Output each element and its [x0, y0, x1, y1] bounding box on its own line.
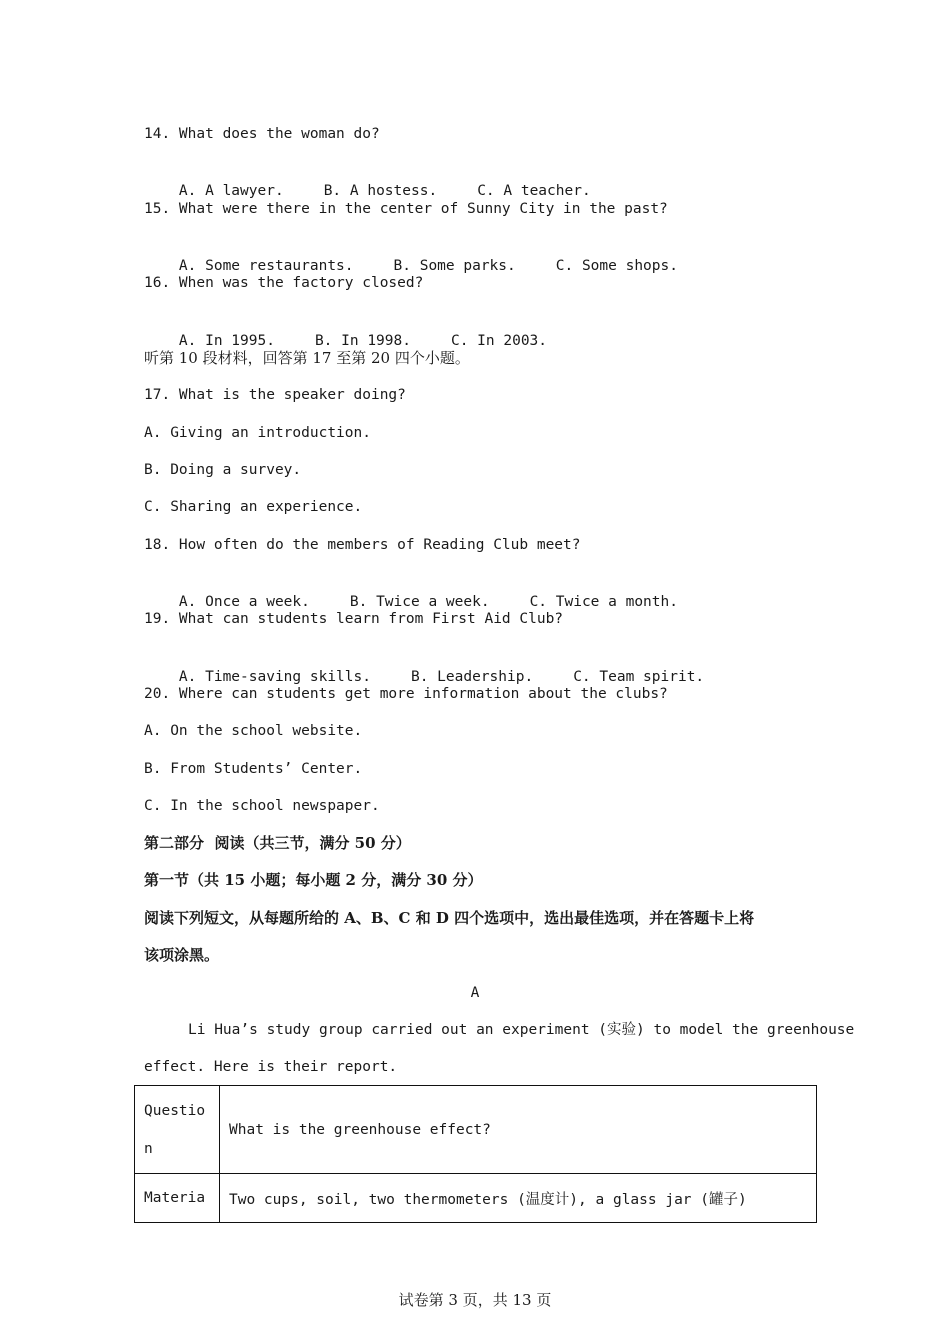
question-15-stem: 15. What were there in the center of Sunny City in the past?	[144, 201, 668, 217]
row-label-question: Question	[135, 1086, 220, 1174]
row-value-question: What is the greenhouse effect?	[220, 1086, 817, 1174]
question-20-stem: 20. Where can students get more information about the clubs?	[144, 686, 668, 702]
question-19-stem: 19. What can students learn from First Aid Club?	[144, 611, 564, 627]
question-18-stem: 18. How often do the members of Reading Club meet?	[144, 537, 581, 553]
section-10-instruction: 听第 10 段材料，回答第 17 至第 20 四个小题。	[144, 349, 470, 367]
option-c: C. Team spirit.	[573, 669, 705, 685]
table-row	[135, 1086, 817, 1174]
option-b: B. Twice a week.	[349, 594, 490, 610]
question-16-stem: 16. When was the factory closed?	[144, 275, 424, 291]
question-17-option-c: C. Sharing an experience.	[144, 499, 363, 515]
question-17-option-a: A. Giving an introduction.	[144, 425, 371, 441]
passage-intro-line-1: Li Hua’s study group carried out an experiment (实验) to model the greenhouse	[188, 1022, 855, 1038]
option-c: C. Twice a month.	[529, 594, 678, 610]
part-2-heading: 第二部分 阅读（共三节，满分 50 分）	[144, 834, 411, 852]
option-a: A. In 1995.	[178, 333, 275, 349]
option-b: B. Some parks.	[393, 258, 516, 274]
option-c: C. In 2003.	[450, 333, 548, 349]
question-20-option-c: C. In the school newspaper.	[144, 798, 380, 814]
page-footer: 试卷第 3 页，共 13 页	[398, 1291, 552, 1309]
option-a: A. Once a week.	[178, 594, 310, 610]
passage-intro-line-2: effect. Here is their report.	[144, 1059, 398, 1075]
question-20-option-b: B. From Students’ Center.	[144, 761, 363, 777]
section-1-heading: 第一节（共 15 小题；每小题 2 分，满分 30 分）	[144, 871, 483, 889]
experiment-report-table	[134, 1085, 817, 1223]
option-a: A. A lawyer.	[178, 183, 284, 199]
reading-instruction-line-2: 该项涂黑。	[144, 946, 220, 964]
option-a: A. Time-saving skills.	[178, 669, 371, 685]
reading-instruction-line-1: 阅读下列短文，从每题所给的 A、B、C 和 D 四个选项中，选出最佳选项，并在答题卡上将	[144, 909, 755, 927]
option-a: A. Some restaurants.	[178, 258, 354, 274]
passage-label: A	[470, 985, 480, 1001]
option-b: B. In 1998.	[314, 333, 411, 349]
question-20-option-a: A. On the school website.	[144, 723, 363, 739]
row-value-materials: Two cups, soil, two thermometers (温度计), a glass jar (罐子)	[220, 1174, 817, 1223]
option-b: B. A hostess.	[323, 183, 438, 199]
question-14-stem: 14. What does the woman do?	[144, 126, 380, 142]
option-c: C. Some shops.	[555, 258, 678, 274]
option-b: B. Leadership.	[410, 669, 534, 685]
question-17-option-b: B. Doing a survey.	[144, 462, 302, 478]
row-label-materials: Materia	[135, 1174, 220, 1223]
option-c: C. A teacher.	[477, 183, 591, 199]
question-17-stem: 17. What is the speaker doing?	[144, 387, 406, 403]
table-row	[135, 1174, 817, 1223]
